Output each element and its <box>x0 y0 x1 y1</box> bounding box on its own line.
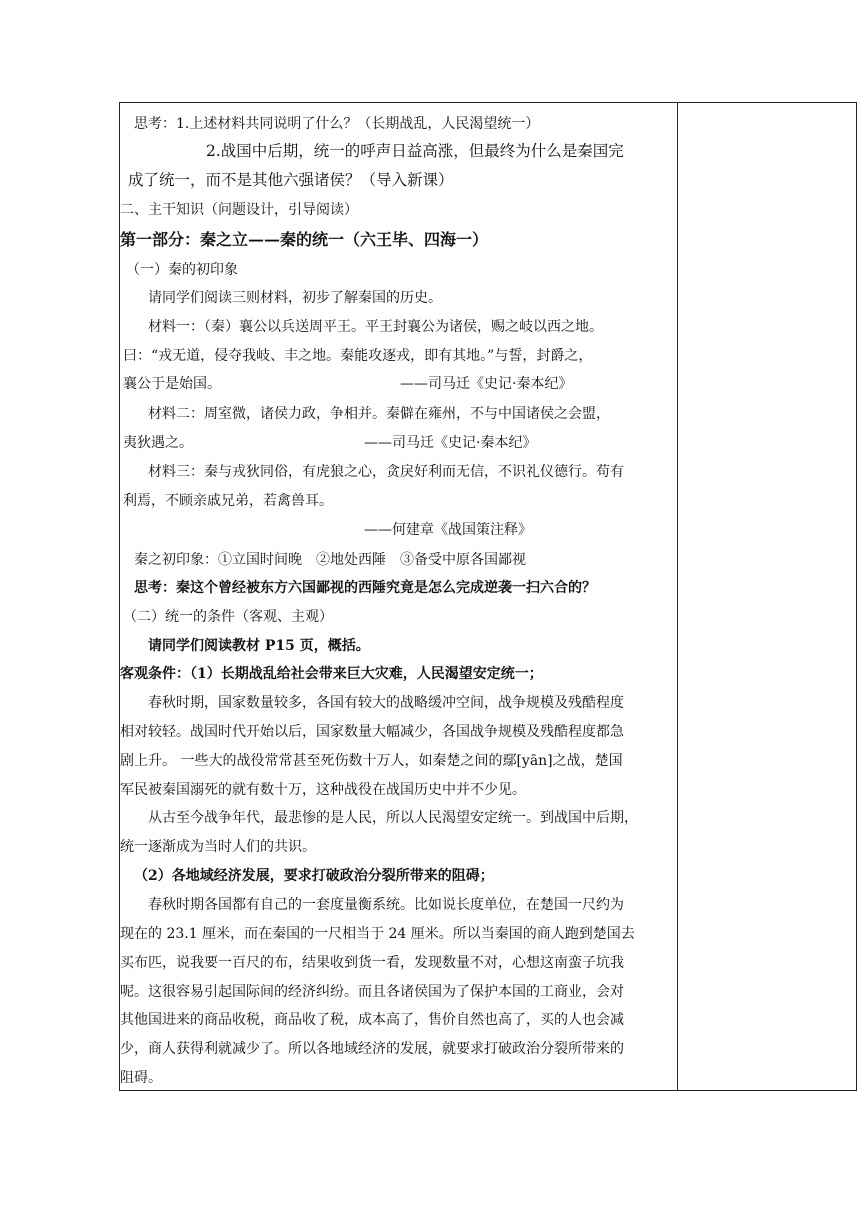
think-question-1: 思考：1.上述材料共同说明了什么？（长期战乱，人民渴望统一） <box>134 116 540 132</box>
paragraph3-line2: 现在的 23.1 厘米，而在秦国的一尺相当于 24 厘米。所以当秦国的商人跑到楚国去 <box>120 926 635 942</box>
paragraph1-line2: 相对较轻。战国时代开始以后，国家数量大幅减少，各国战争规模及残酷程度都急 <box>120 724 624 740</box>
paragraph3-line7: 阻碍。 <box>120 1070 162 1086</box>
material1-source: ——司马迁《史记·秦本纪》 <box>400 376 573 392</box>
think-question-2-line2: 成了统一，而不是其他六强诸侯？（导入新课） <box>128 171 454 189</box>
material2-line2: 夷狄遇之。 <box>123 435 193 451</box>
material1-line3: 襄公于是始国。 <box>123 376 221 392</box>
paragraph2-line2: 统一逐渐成为当时人们的共识。 <box>120 839 316 855</box>
lesson-table <box>119 102 857 1091</box>
section-heading-main-knowledge: 二、主干知识（问题设计，引导阅读） <box>120 202 358 218</box>
notes-cell <box>678 103 856 1090</box>
material3-line1: 材料三：秦与戎狄同俗，有虎狼之心，贪戾好利而无信，不识礼仪德行。苟有 <box>148 464 624 480</box>
think-question-2-line1: 2.战国中后期，统一的呼声日益高涨，但最终为什么是秦国完 <box>206 142 624 160</box>
paragraph1-line4: 军民被秦国溺死的就有数十万，这种战役在战国历史中并不少见。 <box>120 782 526 798</box>
paragraph3-line4: 呢。这很容易引起国际间的经济纠纷。而且各诸侯国为了保护本国的工商业，会对 <box>120 984 624 1000</box>
paragraph3-line6: 少，商人获得利就减少了。所以各地域经济的发展，就要求打破政治分裂所带来的 <box>120 1041 624 1057</box>
paragraph3-line3: 买布匹，说我要一百尺的布，结果收到货一看，发现数量不对，心想这南蛮子坑我 <box>120 955 624 971</box>
paragraph1-line1: 春秋时期，国家数量较多，各国有较大的战略缓冲空间，战争规模及残酷程度 <box>148 695 624 711</box>
think-question-3: 思考：秦这个曾经被东方六国鄙视的西陲究竟是怎么完成逆袭一扫六合的？ <box>134 580 596 596</box>
subsection-impression: （一）秦的初印象 <box>126 262 238 278</box>
material3-source: ——何建章《战国策注释》 <box>364 522 532 538</box>
first-impression-summary: 秦之初印象：①立国时间晚 ②地处西陲 ③备受中原各国鄙视 <box>134 552 526 568</box>
material1-line1: 材料一：（秦）襄公以兵送周平王。平王封襄公为诸侯，赐之岐以西之地。 <box>148 319 603 335</box>
material1-line2: 曰：“戎无道，侵夺我岐、丰之地。秦能攻逐戎，即有其地。”与誓，封爵之， <box>123 348 593 364</box>
material2-line1: 材料二：周室微，诸侯力政，争相并。秦僻在雍州，不与中国诸侯之会盟， <box>148 406 610 422</box>
part1-heading: 第一部分：秦之立——秦的统一（六王毕、四海一） <box>120 230 489 249</box>
paragraph3-line5: 其他国进来的商品收税，商品收了税，成本高了，售价自然也高了，买的人也会减 <box>120 1012 624 1028</box>
paragraph3-line1: 春秋时期各国都有自己的一套度量衡系统。比如说长度单位，在楚国一尺约为 <box>148 897 624 913</box>
objective-condition-1: 客观条件：（1）长期战乱给社会带来巨大灾难，人民渴望安定统一； <box>120 666 543 682</box>
textbook-prompt: 请同学们阅读教材 P15 页，概括。 <box>148 638 370 654</box>
subsection-conditions: （二）统一的条件（客观、主观） <box>123 609 333 625</box>
reading-prompt: 请同学们阅读三则材料，初步了解秦国的历史。 <box>148 290 442 306</box>
content-cell <box>120 103 678 1090</box>
paragraph1-line3: 剧上升。 一些大的战役常常甚至死伤数十万人，如秦楚之间的鄢[yān]之战，楚国 <box>120 753 623 769</box>
objective-condition-2: （2）各地域经济发展，要求打破政治分裂所带来的阻碍； <box>134 868 494 884</box>
material2-source: ——司马迁《史记·秦本纪》 <box>364 435 537 451</box>
material3-line2: 利焉，不顾亲戚兄弟，若禽兽耳。 <box>123 493 333 509</box>
paragraph2-line1: 从古至今战争年代，最悲惨的是人民，所以人民渴望安定统一。到战国中后期， <box>148 810 638 826</box>
